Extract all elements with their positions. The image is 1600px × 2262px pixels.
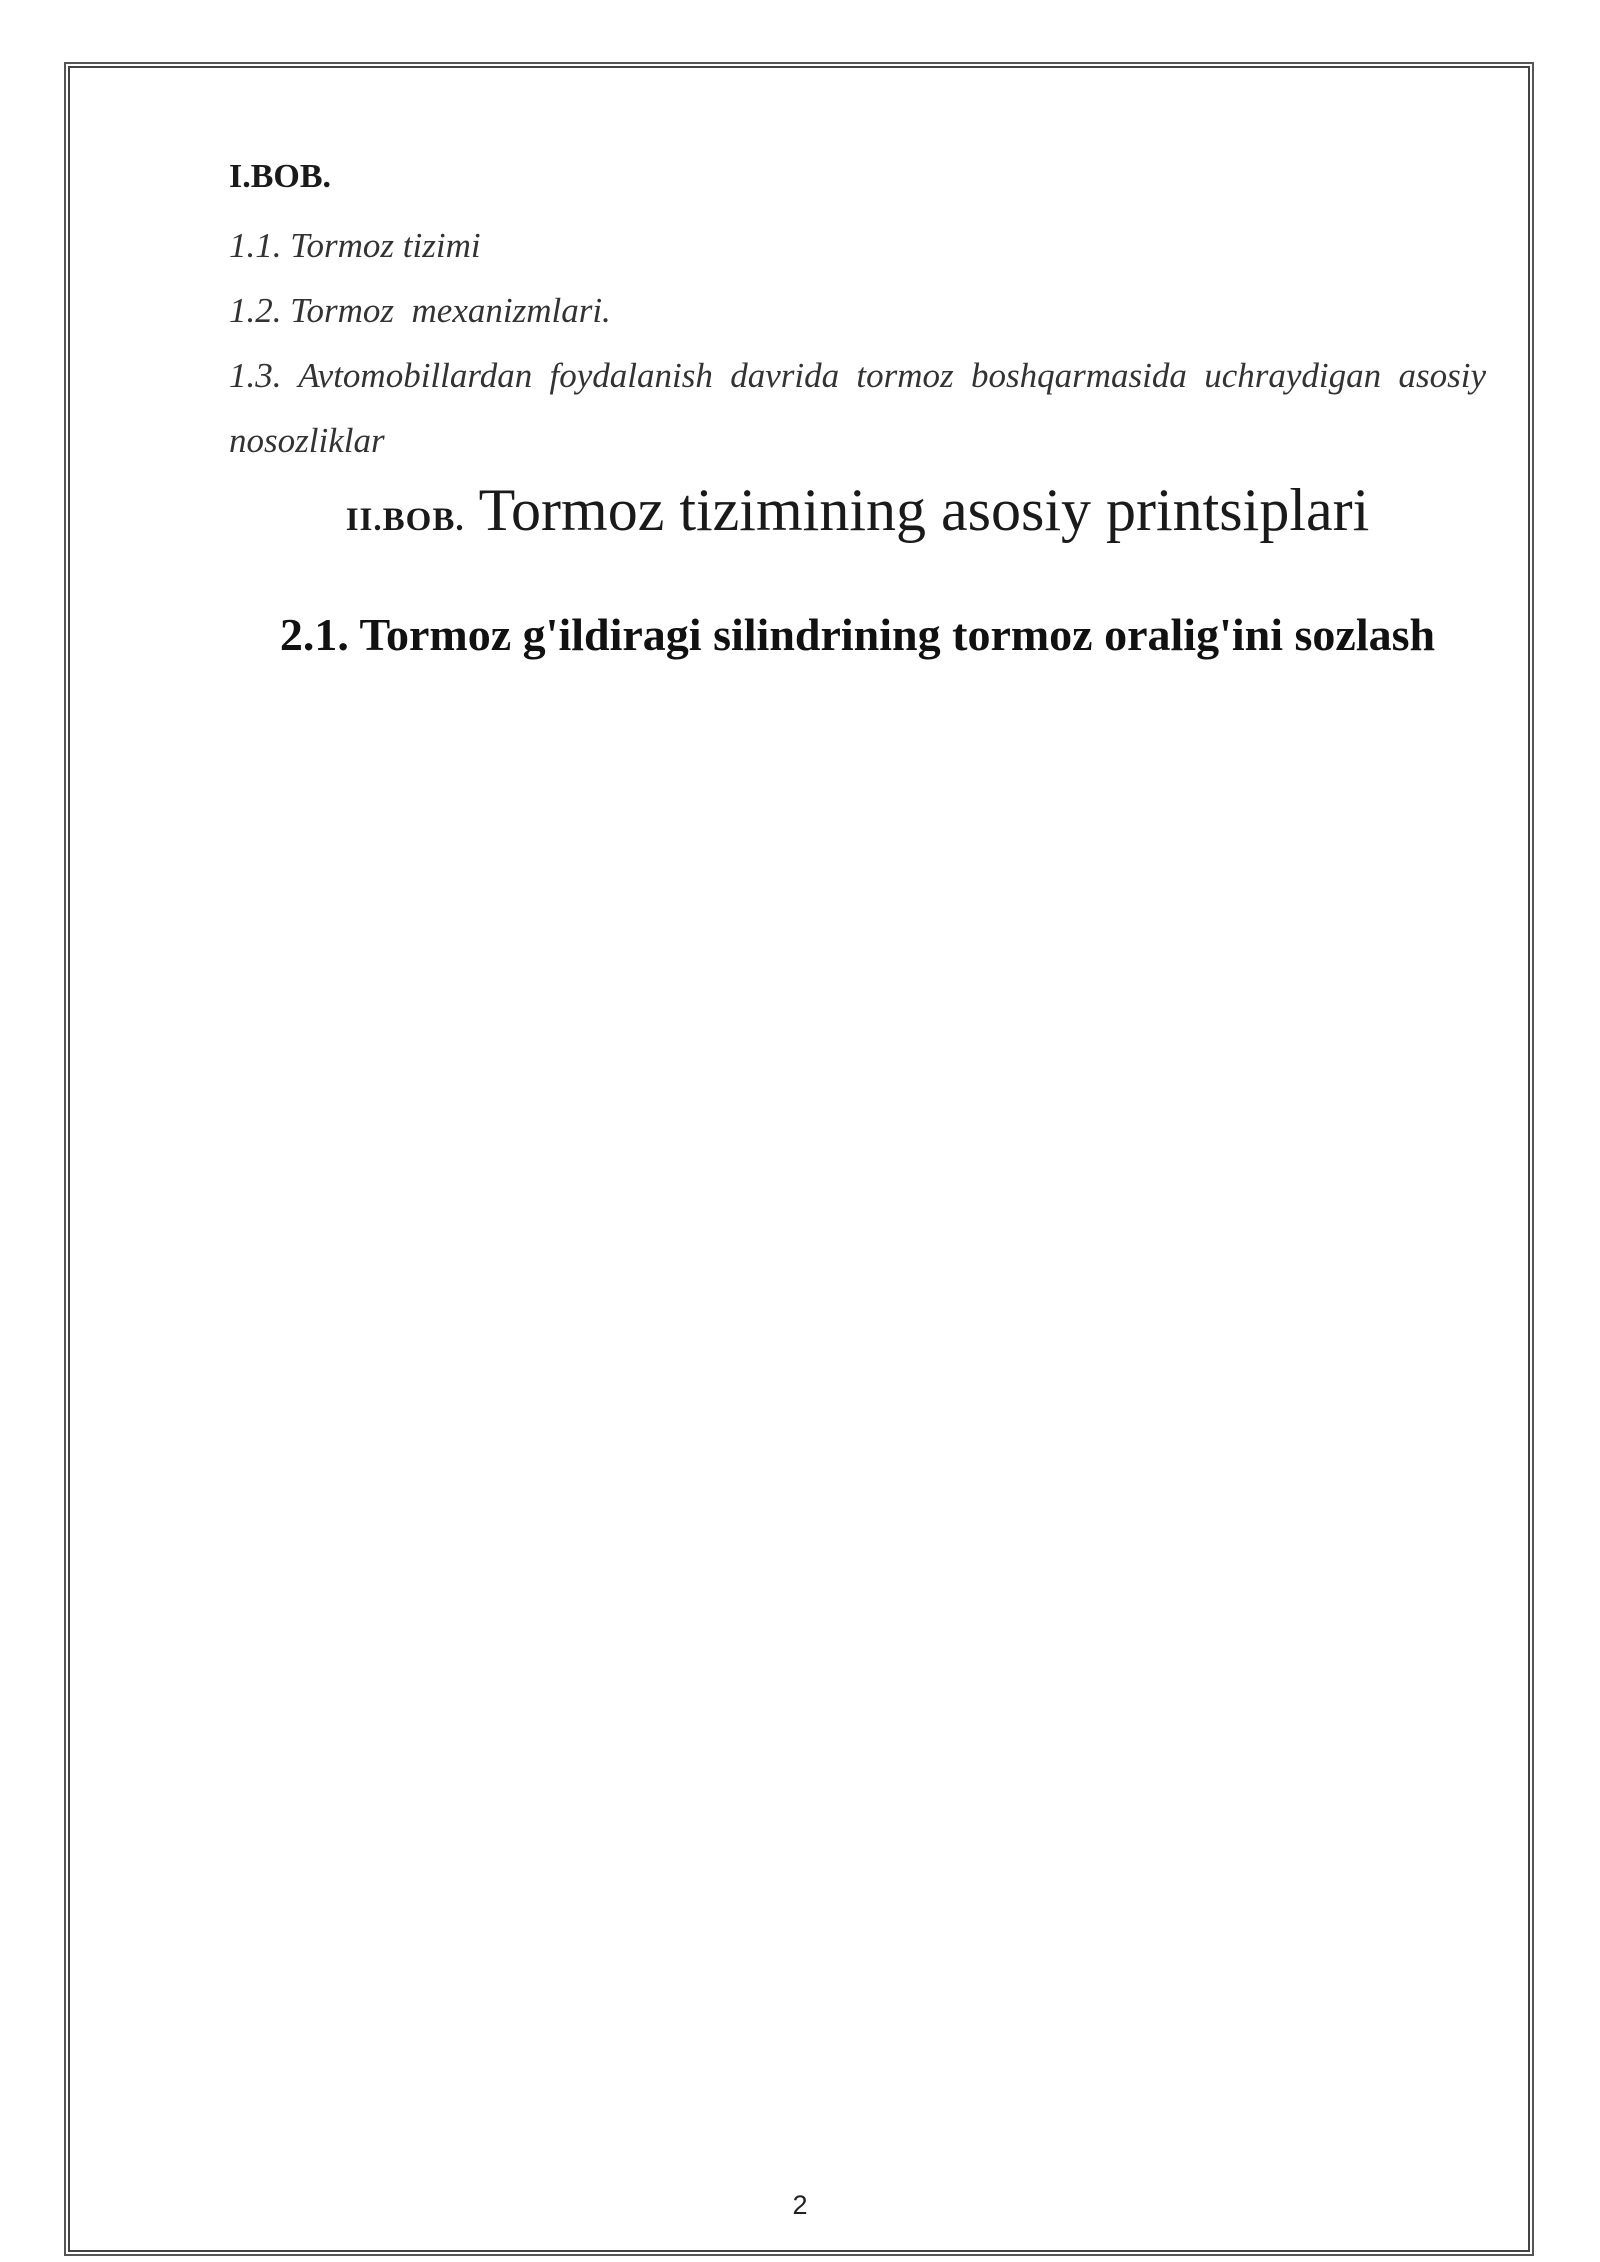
page-number: 2: [792, 2190, 808, 2220]
chapter-two-prefix: II.BOB.: [345, 502, 465, 538]
toc-item-1-2: 1.2. Tormoz mexanizmlari.: [229, 291, 611, 330]
section-heading-2-1: 2.1. Tormoz g'ildiragi silindrining tormoz oralig'ini sozlash: [279, 609, 1436, 660]
toc-item-1-1: 1.1. Tormoz tizimi: [229, 226, 481, 265]
page-content: [229, 150, 1486, 660]
chapter-two-title: Tormoz tizimining asosiy printsiplari: [478, 477, 1370, 543]
chapter-two-heading: [229, 476, 1486, 545]
chapter-one-heading: I.BOB.: [229, 158, 332, 195]
toc-item-1-3: 1.3. Avtomobillardan foydalanish davrida tormoz boshqarmasida uchraydigan asosiy nosozliklar: [229, 356, 1486, 460]
